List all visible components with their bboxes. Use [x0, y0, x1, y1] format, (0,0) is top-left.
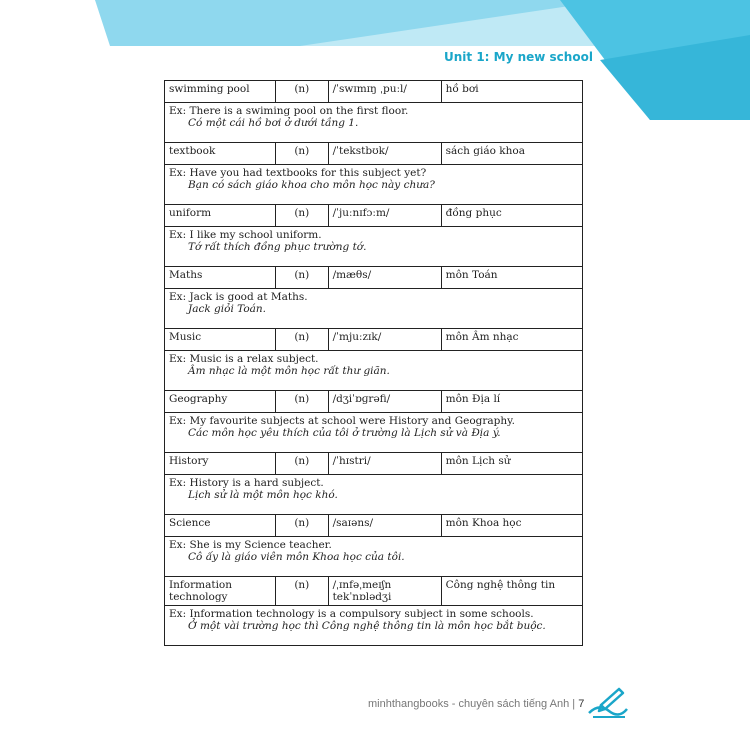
pos-cell: (n): [276, 391, 329, 413]
word-row: [165, 453, 583, 475]
example-cell: [165, 289, 583, 329]
example-vietnamese: Jack giỏi Toán.: [188, 303, 267, 315]
meaning-cell: hồ bơi: [441, 81, 582, 103]
word-row: [165, 329, 583, 351]
example-cell: [165, 606, 583, 646]
example-english: Ex: History is a hard subject.: [169, 477, 324, 489]
ipa-cell: /ˈjuːnɪfɔːm/: [328, 205, 441, 227]
meaning-cell: môn Địa lí: [441, 391, 582, 413]
example-vietnamese: Bạn có sách giáo khoa cho môn học này chưa?: [188, 179, 435, 191]
word-cell: uniform: [165, 205, 276, 227]
ipa-cell: /ˈmjuːzɪk/: [328, 329, 441, 351]
ipa-cell: [328, 577, 441, 606]
pos-cell: (n): [276, 205, 329, 227]
page-footer: [368, 698, 584, 710]
example-cell: [165, 165, 583, 205]
example-english: Ex: There is a swiming pool on the first floor.: [169, 105, 409, 117]
example-cell: [165, 475, 583, 515]
word-row: [165, 391, 583, 413]
word-row: [165, 515, 583, 537]
ipa-line: tekˈnɒlədʒi: [332, 591, 392, 603]
meaning-cell: Công nghệ thông tin: [441, 577, 582, 606]
example-row: [165, 289, 583, 329]
pos-cell: (n): [276, 81, 329, 103]
example-english: Ex: Jack is good at Maths.: [169, 291, 308, 303]
word-line: Information: [169, 579, 233, 591]
example-cell: [165, 103, 583, 143]
pos-cell: (n): [276, 577, 329, 606]
meaning-cell: môn Toán: [441, 267, 582, 289]
word-row: [165, 205, 583, 227]
meaning-cell: môn Âm nhạc: [441, 329, 582, 351]
word-cell: History: [165, 453, 276, 475]
page-number: 7: [578, 698, 585, 710]
example-row: [165, 227, 583, 267]
word-cell: Science: [165, 515, 276, 537]
pos-cell: (n): [276, 329, 329, 351]
word-row: [165, 81, 583, 103]
word-cell: Maths: [165, 267, 276, 289]
pos-cell: (n): [276, 143, 329, 165]
example-vietnamese: Lịch sử là một môn học khó.: [188, 489, 338, 501]
example-vietnamese: Tớ rất thích đồng phục trường tớ.: [188, 241, 367, 253]
example-english: Ex: Information technology is a compulsory subject in some schools.: [169, 608, 534, 620]
word-cell: textbook: [165, 143, 276, 165]
word-cell: [165, 577, 276, 606]
example-row: [165, 606, 583, 646]
example-row: [165, 351, 583, 391]
ipa-cell: /ˈtekstbʊk/: [328, 143, 441, 165]
example-vietnamese: Có một cái hồ bơi ở dưới tầng 1.: [188, 117, 359, 129]
example-vietnamese: Ở một vài trường học thì Công nghệ thông tin là môn học bắt buộc.: [188, 620, 546, 632]
example-english: Ex: My favourite subjects at school were History and Geography.: [169, 415, 516, 427]
publisher-name: minhthangbooks - chuyên sách tiếng Anh: [368, 698, 570, 710]
vocabulary-table: [164, 80, 583, 646]
example-row: [165, 165, 583, 205]
example-english: Ex: She is my Science teacher.: [169, 539, 332, 551]
pos-cell: (n): [276, 453, 329, 475]
example-vietnamese: Cô ấy là giáo viên môn Khoa học của tôi.: [188, 551, 405, 563]
word-line: technology: [169, 591, 228, 603]
example-row: [165, 537, 583, 577]
word-cell: swimming pool: [165, 81, 276, 103]
word-row: [165, 143, 583, 165]
word-cell: Geography: [165, 391, 276, 413]
ipa-cell: /dʒiˈɒɡrəfi/: [328, 391, 441, 413]
word-row: [165, 577, 583, 606]
ipa-cell: /mæθs/: [328, 267, 441, 289]
meaning-cell: môn Khoa học: [441, 515, 582, 537]
example-cell: [165, 537, 583, 577]
pen-writing-icon: [585, 685, 629, 719]
example-cell: [165, 351, 583, 391]
ipa-cell: /saɪəns/: [328, 515, 441, 537]
example-vietnamese: Các môn học yêu thích của tôi ở trường là Lịch sử và Địa ý.: [188, 427, 501, 439]
example-vietnamese: Âm nhạc là một môn học rất thư giãn.: [188, 365, 390, 377]
meaning-cell: sách giáo khoa: [441, 143, 582, 165]
example-english: Ex: I like my school uniform.: [169, 229, 322, 241]
unit-title: Unit 1: My new school: [444, 50, 593, 64]
example-row: [165, 103, 583, 143]
example-english: Ex: Music is a relax subject.: [169, 353, 319, 365]
ipa-line: /ˌɪnfəˌmeɪʃn: [332, 579, 392, 591]
meaning-cell: môn Lịch sử: [441, 453, 582, 475]
example-row: [165, 475, 583, 515]
ipa-cell: /ˈswɪmɪŋ ˌpuːl/: [328, 81, 441, 103]
word-cell: Music: [165, 329, 276, 351]
example-cell: [165, 413, 583, 453]
footer-separator: |: [572, 698, 576, 710]
pos-cell: (n): [276, 267, 329, 289]
word-row: [165, 267, 583, 289]
meaning-cell: đồng phục: [441, 205, 582, 227]
pos-cell: (n): [276, 515, 329, 537]
example-english: Ex: Have you had textbooks for this subject yet?: [169, 167, 427, 179]
example-cell: [165, 227, 583, 267]
example-row: [165, 413, 583, 453]
ipa-cell: /ˈhɪstri/: [328, 453, 441, 475]
